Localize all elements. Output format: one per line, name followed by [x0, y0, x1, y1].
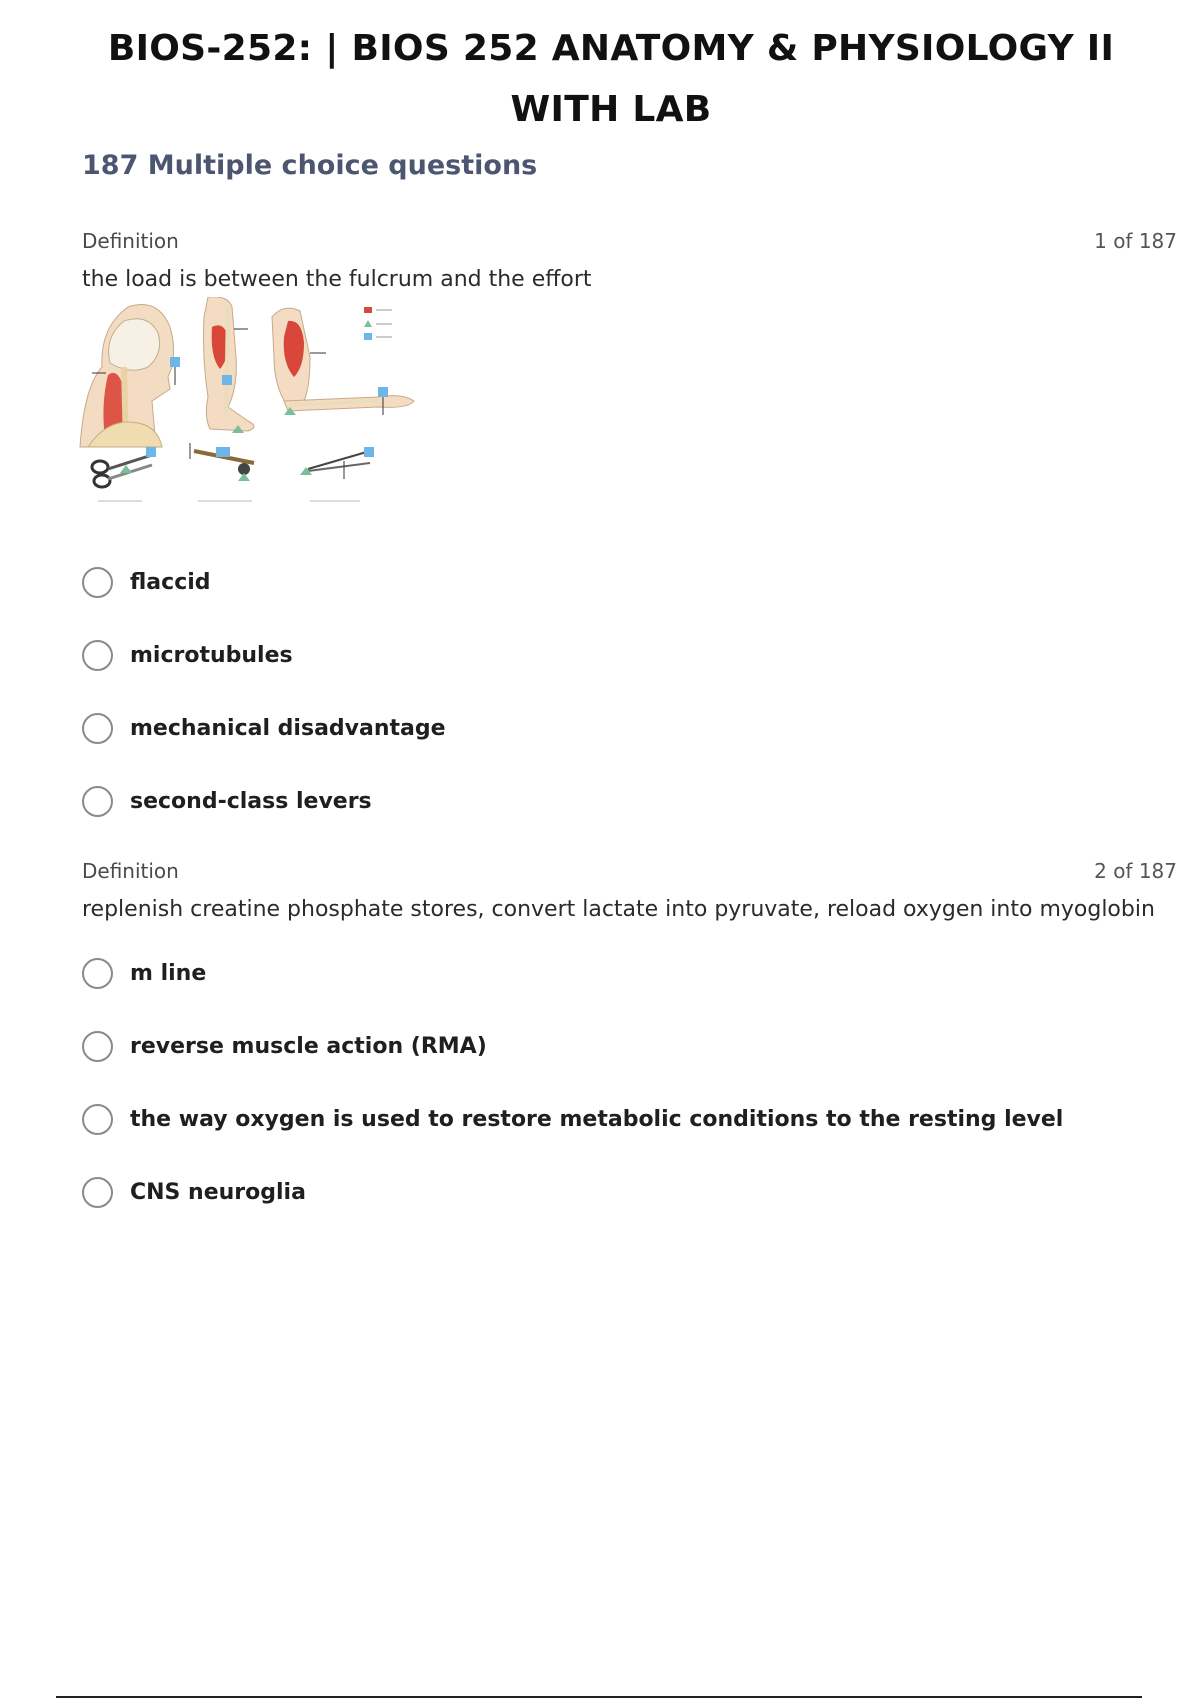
question-1-option-3[interactable] — [82, 709, 446, 747]
scissors-lever-example — [92, 447, 156, 501]
question-2-option-4[interactable] — [82, 1173, 306, 1211]
radio-button-icon[interactable] — [82, 1177, 113, 1208]
option-label: reverse muscle action (RMA) — [130, 1033, 487, 1059]
option-label: CNS neuroglia — [130, 1179, 306, 1205]
question-1-counter: 1 of 187 — [1094, 229, 1177, 253]
lever-diagram-illustration — [78, 297, 458, 537]
head-lever-figure — [80, 305, 180, 448]
option-label: mechanical disadvantage — [130, 715, 446, 741]
question-2-definition-label: Definition — [82, 859, 179, 883]
calf-lever-figure — [204, 297, 255, 433]
radio-button-icon[interactable] — [82, 786, 113, 817]
question-1-option-1[interactable] — [82, 563, 211, 601]
question-1-prompt: the load is between the fulcrum and the effort — [82, 267, 592, 292]
question-1-option-4[interactable] — [82, 782, 372, 820]
radio-button-icon[interactable] — [82, 567, 113, 598]
radio-button-icon[interactable] — [82, 713, 113, 744]
question-2-option-1[interactable] — [82, 954, 206, 992]
diagram-key — [364, 307, 392, 340]
radio-button-icon[interactable] — [82, 1031, 113, 1062]
question-2-prompt: replenish creatine phosphate stores, convert lactate into pyruvate, reload oxygen into myoglobin — [82, 897, 1155, 922]
radio-button-icon[interactable] — [82, 640, 113, 671]
title-line-1: BIOS-252: | BIOS 252 ANATOMY & PHYSIOLOGY II — [107, 28, 1115, 69]
title-line-2: WITH LAB — [510, 89, 712, 130]
radio-button-icon[interactable] — [82, 1104, 113, 1135]
option-label: the way oxygen is used to restore metabolic conditions to the resting level — [130, 1106, 1064, 1132]
tweezers-lever-example — [300, 447, 374, 501]
option-label: flaccid — [130, 569, 211, 595]
arm-lever-figure — [272, 308, 414, 415]
page-bottom-rule — [56, 1696, 1142, 1698]
question-2-counter: 2 of 187 — [1094, 859, 1177, 883]
question-2-option-3[interactable] — [82, 1100, 1063, 1138]
option-label: second-class levers — [130, 788, 372, 814]
question-2-option-2[interactable] — [82, 1027, 487, 1065]
wheelbarrow-lever-example — [190, 443, 254, 501]
question-1-definition-label: Definition — [82, 229, 179, 253]
question-1-option-2[interactable] — [82, 636, 293, 674]
question-count-heading: 187 Multiple choice questions — [82, 150, 538, 181]
document-title — [40, 18, 1182, 140]
option-label: m line — [130, 960, 207, 986]
option-label: microtubules — [130, 642, 293, 668]
radio-button-icon[interactable] — [82, 958, 113, 989]
